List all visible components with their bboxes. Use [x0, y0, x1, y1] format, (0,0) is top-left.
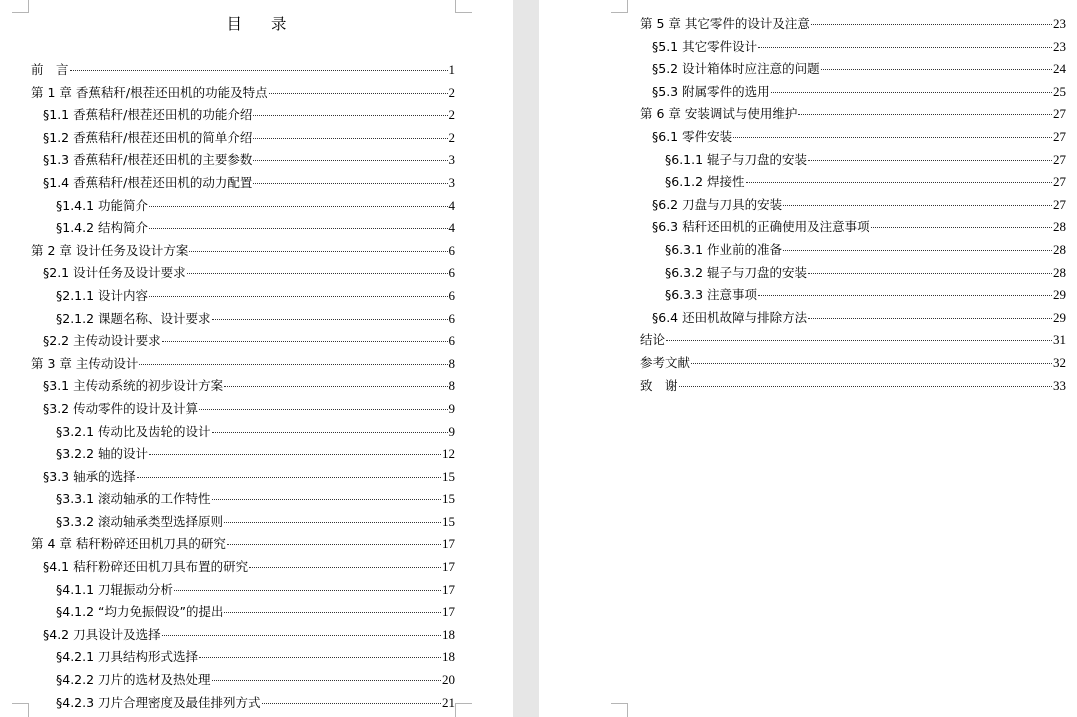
toc-entry[interactable] [31, 172, 455, 195]
toc-entry[interactable] [31, 556, 455, 579]
toc-page-number: 24 [1053, 61, 1066, 77]
toc-entry-title: §3.3 轴承的选择 [43, 468, 136, 484]
toc-dot-leader [253, 138, 447, 139]
toc-entry-title: §1.1 香蕉秸秆/根茬还田机的功能介绍 [43, 107, 253, 123]
toc-entry[interactable] [640, 103, 1066, 126]
toc-entry[interactable] [640, 58, 1066, 81]
toc-page-number: 6 [448, 265, 455, 281]
toc-dot-leader [212, 319, 448, 320]
toc-entry-title: 第 4 章 秸秆粉碎还田机刀具的研究 [31, 536, 226, 552]
toc-entry[interactable] [640, 36, 1066, 59]
toc-page-number: 20 [442, 672, 455, 688]
toc-dot-leader [808, 318, 1052, 319]
toc-page-number: 23 [1053, 16, 1066, 31]
page-gutter [513, 0, 539, 717]
toc-dot-leader [199, 409, 447, 410]
toc-dot-leader [139, 364, 447, 365]
toc-dot-leader [821, 69, 1052, 70]
toc-page-number: 15 [442, 513, 455, 529]
toc-entry-title: §3.2.1 传动比及齿轮的设计 [56, 423, 211, 439]
toc-page-number: 3 [448, 174, 455, 190]
toc-dot-leader [783, 205, 1052, 206]
toc-page-number: 31 [1053, 332, 1066, 348]
toc-page-number: 18 [442, 626, 455, 642]
toc-entry[interactable] [31, 330, 455, 353]
toc-page-number: 17 [442, 559, 455, 575]
toc-entry-title: §4.2 刀具设计及选择 [43, 626, 161, 642]
toc-page-number: 21 [442, 694, 455, 710]
toc-entry[interactable] [31, 375, 455, 398]
toc-entry-title: §1.3 香蕉秸秆/根茬还田机的主要参数 [43, 152, 253, 168]
toc-entry[interactable] [31, 466, 455, 489]
toc-entry[interactable] [31, 353, 455, 376]
toc-entry-title: §6.1 零件安装 [652, 128, 733, 144]
toc-dot-leader [224, 612, 441, 613]
toc-entry-title: §6.3.2 辊子与刀盘的安装 [665, 264, 808, 280]
toc-entry[interactable] [31, 262, 455, 285]
toc-dot-leader [70, 70, 448, 71]
crop-mark-top-right [455, 0, 472, 13]
toc-dot-leader [149, 296, 447, 297]
toc-entry-title: §4.1 秸秆粉碎还田机刀具布置的研究 [43, 559, 249, 575]
toc-entry[interactable] [31, 533, 455, 556]
toc-dot-leader [758, 47, 1052, 48]
toc-page-number: 27 [1053, 106, 1066, 122]
toc-entry[interactable] [31, 624, 455, 647]
toc-entry-title: §3.3.1 滚动轴承的工作特性 [56, 491, 211, 507]
toc-entry-title: §5.3 附属零件的选用 [652, 83, 770, 99]
toc-entry[interactable] [31, 82, 455, 105]
toc-dot-leader [199, 657, 441, 658]
toc-entry-title: §1.4.2 结构简介 [56, 220, 149, 236]
toc-entry-title: 第 3 章 主传动设计 [31, 355, 139, 371]
toc-entry[interactable] [640, 307, 1066, 330]
toc-entry[interactable] [31, 443, 455, 466]
toc-page-number: 15 [442, 468, 455, 484]
toc-entry-title: §3.1 主传动系统的初步设计方案 [43, 378, 224, 394]
toc-dot-leader [212, 680, 441, 681]
toc-entry[interactable] [640, 149, 1066, 172]
toc-page-number: 12 [442, 446, 455, 462]
toc-dot-leader [811, 24, 1052, 25]
toc-page-number: 6 [448, 242, 455, 258]
toc-dot-leader [808, 160, 1052, 161]
toc-list-right [640, 13, 1066, 397]
toc-entry[interactable] [640, 194, 1066, 217]
toc-page-number: 2 [448, 129, 455, 145]
toc-entry-title: §6.3.3 注意事项 [665, 287, 758, 303]
toc-entry-title: §6.4 还田机故障与排除方法 [652, 309, 808, 325]
toc-page-number: 23 [1053, 38, 1066, 54]
toc-entry-title: 第 6 章 安装调试与使用维护 [640, 106, 798, 122]
toc-page-number: 8 [448, 378, 455, 394]
toc-entry[interactable] [31, 217, 455, 240]
toc-entry[interactable] [31, 421, 455, 444]
toc-dot-leader [269, 93, 448, 94]
toc-entry-title: §6.3.1 作业前的准备 [665, 241, 783, 257]
toc-entry[interactable] [31, 398, 455, 421]
toc-entry-title: §1.2 香蕉秸秆/根茬还田机的简单介绍 [43, 129, 253, 145]
toc-page-number: 28 [1053, 219, 1066, 235]
toc-dot-leader [149, 454, 441, 455]
toc-entry-title: §2.1 设计任务及设计要求 [43, 265, 186, 281]
toc-dot-leader [733, 137, 1052, 138]
toc-dot-leader [189, 251, 447, 252]
toc-dot-leader [666, 340, 1052, 341]
toc-page-number: 9 [448, 423, 455, 439]
toc-entry[interactable] [31, 285, 455, 308]
toc-page-number: 9 [448, 400, 455, 416]
toc-entry[interactable] [640, 329, 1066, 352]
toc-entry[interactable] [31, 127, 455, 150]
document-page-left [0, 0, 513, 717]
toc-entry[interactable] [640, 239, 1066, 262]
toc-entry-title: §1.4 香蕉秸秆/根茬还田机的动力配置 [43, 174, 253, 190]
toc-page-number: 28 [1053, 264, 1066, 280]
toc-entry[interactable] [31, 488, 455, 511]
toc-dot-leader [149, 228, 447, 229]
toc-dot-leader [679, 386, 1052, 387]
toc-dot-leader [212, 499, 441, 500]
toc-page-number: 17 [442, 581, 455, 597]
toc-entry[interactable] [31, 601, 455, 624]
toc-list-left [31, 59, 455, 714]
toc-dot-leader [162, 341, 448, 342]
toc-page-number: 27 [1053, 151, 1066, 167]
toc-entry[interactable] [31, 308, 455, 331]
toc-dot-leader [162, 635, 441, 636]
toc-entry-title: 第 1 章 香蕉秸秆/根茬还田机的功能及特点 [31, 84, 268, 100]
toc-entry[interactable] [640, 375, 1066, 398]
toc-page-number: 27 [1053, 128, 1066, 144]
toc-page-number: 17 [442, 536, 455, 552]
toc-entry[interactable] [640, 262, 1066, 285]
toc-entry-title: §3.3.2 滚动轴承类型选择原则 [56, 513, 224, 529]
toc-entry-title: §6.1.1 辊子与刀盘的安装 [665, 151, 808, 167]
toc-entry[interactable] [31, 669, 455, 692]
toc-page-number: 3 [448, 152, 455, 168]
toc-page-number: 29 [1053, 287, 1066, 303]
toc-entry-title: §4.2.2 刀片的选材及热处理 [56, 672, 211, 688]
toc-dot-leader [783, 250, 1052, 251]
toc-entry-title: 结论 [640, 332, 666, 348]
crop-mark-bottom-left [12, 703, 29, 717]
toc-entry-title: 第 5 章 其它零件的设计及注意 [640, 16, 810, 31]
toc-page-number: 2 [448, 84, 455, 100]
toc-entry-title: §3.2 传动零件的设计及计算 [43, 400, 199, 416]
toc-entry-title: §1.4.1 功能简介 [56, 197, 149, 213]
toc-dot-leader [691, 363, 1052, 364]
toc-dot-leader [249, 567, 441, 568]
toc-entry[interactable] [31, 59, 455, 82]
toc-entry[interactable] [31, 511, 455, 534]
toc-dot-leader [137, 477, 441, 478]
toc-dot-leader [871, 227, 1052, 228]
toc-page-number: 4 [448, 197, 455, 213]
toc-entry-title: 致 谢 [640, 377, 678, 393]
toc-entry[interactable] [31, 579, 455, 602]
toc-entry-title: §2.1.2 课题名称、设计要求 [56, 310, 211, 326]
toc-entry[interactable] [31, 149, 455, 172]
toc-page-number: 17 [442, 604, 455, 620]
toc-entry-title: §2.2 主传动设计要求 [43, 333, 161, 349]
toc-entry[interactable] [640, 126, 1066, 149]
toc-dot-leader [149, 206, 447, 207]
toc-entry-title: §5.2 设计箱体时应注意的问题 [652, 61, 820, 77]
toc-entry-title: 参考文献 [640, 354, 691, 370]
toc-dot-leader [746, 182, 1052, 183]
toc-page-number: 1 [448, 62, 455, 77]
toc-page-number: 25 [1053, 83, 1066, 99]
toc-entry-title: 第 2 章 设计任务及设计方案 [31, 242, 189, 258]
toc-dot-leader [758, 295, 1052, 296]
toc-entry-title: 前 言 [31, 62, 69, 77]
toc-entry[interactable] [31, 195, 455, 218]
toc-page-number: 28 [1053, 241, 1066, 257]
toc-page-number: 32 [1053, 354, 1066, 370]
toc-dot-leader [253, 160, 447, 161]
toc-page-number: 4 [448, 220, 455, 236]
toc-page-number: 15 [442, 491, 455, 507]
toc-entry-title: §4.2.1 刀具结构形式选择 [56, 649, 199, 665]
toc-entry[interactable] [640, 352, 1066, 375]
toc-entry-title: §4.2.3 刀片合理密度及最佳排列方式 [56, 694, 261, 710]
toc-dot-leader [174, 590, 441, 591]
toc-page-number: 8 [448, 355, 455, 371]
toc-dot-leader [253, 115, 447, 116]
toc-entry[interactable] [31, 692, 455, 715]
document-page-right [539, 0, 1077, 717]
toc-dot-leader [212, 432, 448, 433]
toc-entry-title: §4.1.2 “均力免振假设”的提出 [56, 604, 224, 620]
crop-mark-top-left [12, 0, 29, 13]
crop-mark-bottom-left [611, 703, 628, 717]
toc-dot-leader [798, 114, 1052, 115]
toc-entry[interactable] [640, 284, 1066, 307]
toc-entry[interactable] [31, 240, 455, 263]
toc-page-number: 29 [1053, 309, 1066, 325]
toc-entry-title: §6.2 刀盘与刀具的安装 [652, 196, 783, 212]
crop-mark-bottom-right [455, 703, 472, 717]
toc-entry-title: §5.1 其它零件设计 [652, 38, 758, 54]
toc-dot-leader [227, 544, 441, 545]
toc-entry[interactable] [640, 81, 1066, 104]
toc-page-number: 6 [448, 287, 455, 303]
toc-page-number: 27 [1053, 174, 1066, 190]
toc-dot-leader [224, 386, 447, 387]
toc-dot-leader [253, 183, 447, 184]
toc-entry[interactable] [31, 646, 455, 669]
toc-dot-leader [187, 273, 448, 274]
toc-entry[interactable] [640, 171, 1066, 194]
toc-title: 目 录 [226, 15, 299, 33]
toc-page-number: 33 [1053, 377, 1066, 393]
toc-entry[interactable] [640, 216, 1066, 239]
toc-page-number: 6 [448, 310, 455, 326]
toc-entry[interactable] [640, 13, 1066, 36]
toc-page-number: 27 [1053, 196, 1066, 212]
toc-entry-title: §3.2.2 轴的设计 [56, 446, 149, 462]
toc-entry-title: §6.1.2 焊接性 [665, 174, 745, 190]
crop-mark-top-left [611, 0, 628, 13]
toc-page-number: 2 [448, 107, 455, 123]
toc-dot-leader [808, 273, 1052, 274]
toc-page-number: 18 [442, 649, 455, 665]
toc-entry-title: §2.1.1 设计内容 [56, 287, 149, 303]
toc-dot-leader [771, 92, 1052, 93]
toc-page-number: 6 [448, 333, 455, 349]
toc-entry-title: §6.3 秸秆还田机的正确使用及注意事项 [652, 219, 870, 235]
toc-dot-leader [262, 703, 441, 704]
toc-entry-title: §4.1.1 刀辊振动分析 [56, 581, 174, 597]
toc-dot-leader [224, 522, 441, 523]
toc-entry[interactable] [31, 104, 455, 127]
